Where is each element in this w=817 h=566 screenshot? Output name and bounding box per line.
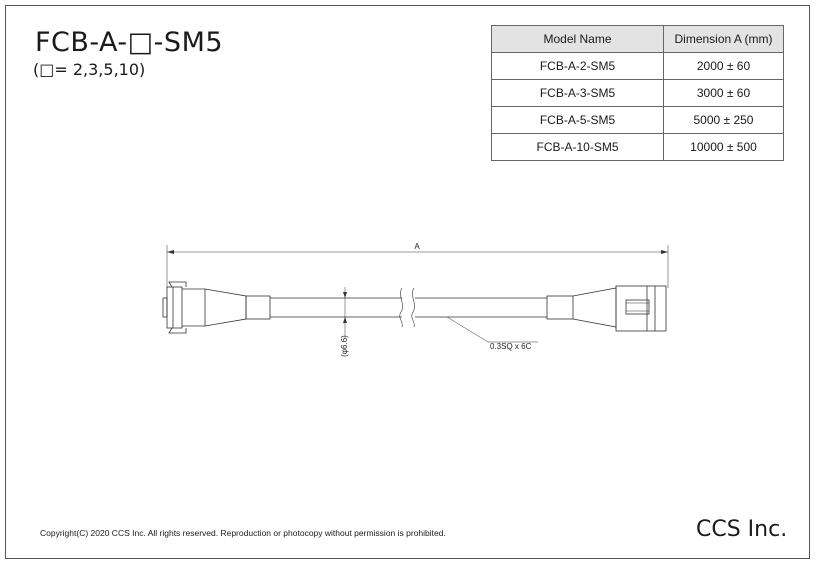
left-connector <box>163 282 246 333</box>
model-title: FCB-A-□-SM5 <box>35 27 224 58</box>
model-variants-note: (□= 2,3,5,10) <box>33 60 146 79</box>
model-name-cell: FCB-A-2-SM5 <box>492 53 664 80</box>
right-strain-relief <box>547 296 573 319</box>
dimension-cell: 5000 ± 250 <box>664 107 784 134</box>
left-strain-relief <box>246 296 270 319</box>
diameter-dimension <box>343 287 347 338</box>
copyright-notice: Copyright(C) 2020 CCS Inc. All rights reserved. Reproduction or photocopy without permission is prohibited. <box>40 528 446 538</box>
dimension-cell: 10000 ± 500 <box>664 134 784 161</box>
column-header-dimension: Dimension A (mm) <box>664 26 784 53</box>
column-header-model-name: Model Name <box>492 26 664 53</box>
diameter-label: (φ6.6) <box>340 335 349 357</box>
company-logo-text: CCS Inc. <box>696 517 788 542</box>
cable-spec-leader <box>447 317 488 342</box>
model-name-cell: FCB-A-3-SM5 <box>492 80 664 107</box>
dimension-a-label: A <box>414 242 420 251</box>
model-name-cell: FCB-A-5-SM5 <box>492 107 664 134</box>
dimension-a-line <box>167 245 668 288</box>
dimension-cell: 3000 ± 60 <box>664 80 784 107</box>
cable-spec-label: 0.3SQ x 6C <box>490 342 532 351</box>
cable <box>270 288 547 327</box>
dimension-cell: 2000 ± 60 <box>664 53 784 80</box>
model-name-cell: FCB-A-10-SM5 <box>492 134 664 161</box>
right-connector <box>573 286 666 331</box>
